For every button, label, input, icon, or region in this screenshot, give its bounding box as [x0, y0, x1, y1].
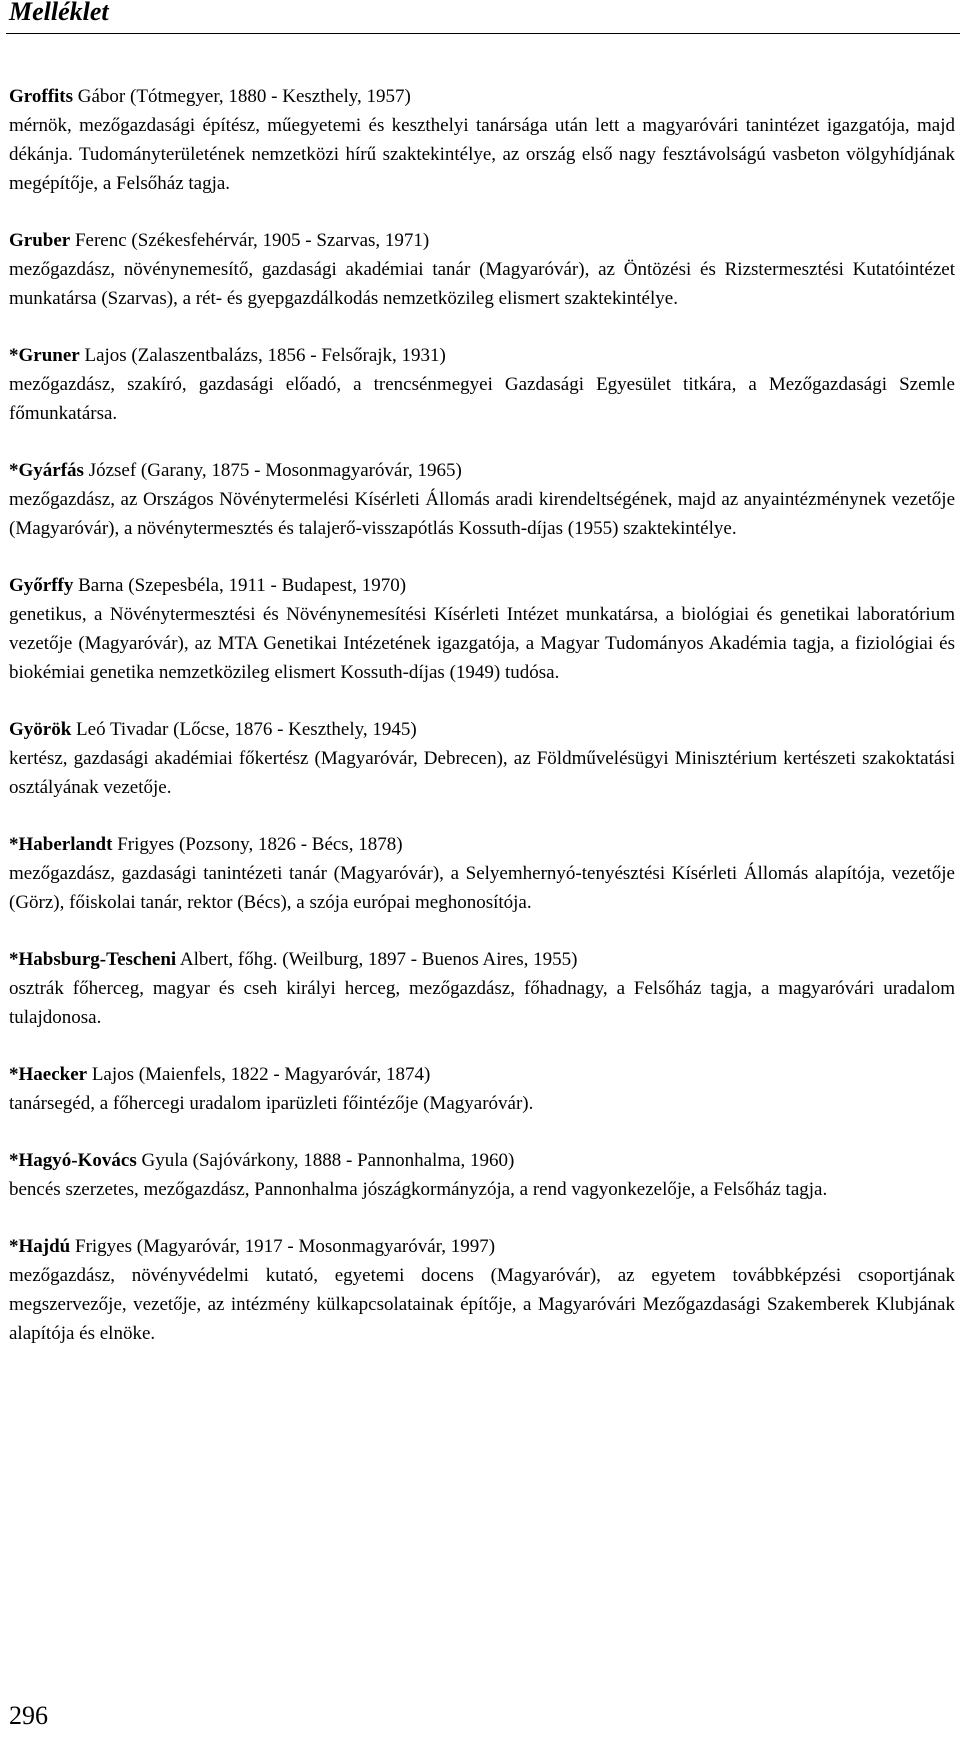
biography-entry	[9, 1060, 955, 1118]
entry-asterisk: *	[9, 1236, 19, 1257]
entry-surname: Haecker	[18, 1064, 88, 1085]
page-number: 296	[9, 1701, 48, 1730]
biography-entry	[9, 456, 955, 543]
entry-heading	[9, 456, 955, 485]
entry-description: mezőgazdász, szakíró, gazdasági előadó, a trencsénmegyei Gazdasági Egyesület titkára, a Mezőgazdasági Szemle főmunkatársa.	[9, 374, 955, 424]
entry-description: mezőgazdász, gazdasági tanintézeti tanár (Magyaróvár), a Selyemhernyó-tenyésztési Kísérleti Állomás alapítója, vezetője (Görz), főiskolai tanár, rektor (Bécs), a szója európai meghonosítója.	[9, 863, 955, 913]
biography-list	[9, 82, 955, 1376]
entry-heading	[9, 571, 955, 600]
biography-entry	[9, 226, 955, 313]
biography-entry	[9, 715, 955, 802]
entry-birth-death: Albert, főhg. (Weilburg, 1897 - Buenos Aires, 1955)	[176, 949, 578, 970]
entry-description: tanársegéd, a főhercegi uradalom iparüzleti főintézője (Magyaróvár).	[9, 1093, 534, 1114]
entry-birth-death: Frigyes (Pozsony, 1826 - Bécs, 1878)	[112, 834, 403, 855]
entry-birth-death: Gábor (Tótmegyer, 1880 - Keszthely, 1957)	[73, 86, 411, 107]
entry-description: mezőgazdász, az Országos Növénytermelési Kísérleti Állomás aradi kirendeltségének, majd az anyaintézménynek vezetője (Magyaróvár), a növénytermesztés és talajerő-visszapótlás Kossuth-díjas (1955) szaktekintélye.	[9, 489, 955, 539]
entry-heading	[9, 1146, 955, 1175]
entry-heading	[9, 341, 955, 370]
biography-entry	[9, 1146, 955, 1204]
entry-asterisk: *	[9, 949, 19, 970]
page-header	[0, 0, 960, 40]
biography-entry	[9, 945, 955, 1032]
entry-surname: Gruner	[18, 345, 80, 366]
entry-surname: Györök	[9, 719, 72, 740]
entry-description: mezőgazdász, növényvédelmi kutató, egyetemi docens (Magyaróvár), az egyetem továbbképzési csoportjának megszervezője, vezetője, az intézmény külkapcsolatainak építője, a Magyaróvári Mezőgazdasági Szakemberek Klubjának alapítója és elnöke.	[9, 1265, 955, 1344]
entry-asterisk: *	[9, 834, 19, 855]
entry-surname: Haberlandt	[18, 834, 113, 855]
entry-heading	[9, 226, 955, 255]
biography-entry	[9, 341, 955, 428]
biography-entry	[9, 82, 955, 198]
entry-heading	[9, 945, 955, 974]
entry-description: mezőgazdász, növénynemesítő, gazdasági akadémiai tanár (Magyaróvár), az Öntözési és Rizstermesztési Kutatóintézet munkatársa (Szarvas), a rét- és gyepgazdálkodás nemzetközileg elismert szaktekintélye.	[9, 259, 955, 309]
entry-description: osztrák főherceg, magyar és cseh királyi herceg, mezőgazdász, főhadnagy, a Felsőház tagja, a magyaróvári uradalom tulajdonosa.	[9, 978, 955, 1028]
entry-birth-death: Frigyes (Magyaróvár, 1917 - Mosonmagyaróvár, 1997)	[70, 1236, 496, 1257]
biography-entry	[9, 830, 955, 917]
entry-surname: Gruber	[9, 230, 71, 251]
entry-birth-death: Gyula (Sajóvárkony, 1888 - Pannonhalma, 1960)	[136, 1150, 515, 1171]
entry-birth-death: Lajos (Zalaszentbalázs, 1856 - Felsőrajk, 1931)	[79, 345, 446, 366]
entry-heading	[9, 1232, 955, 1261]
entry-surname: Habsburg-Tescheni	[18, 949, 177, 970]
entry-description: genetikus, a Növénytermesztési és Növénynemesítési Kísérleti Intézet munkatársa, a biológiai és genetikai laboratórium vezetője (Magyaróvár), az MTA Genetikai Intézetének igazgatója, a Magyar Tudományos Akadémia tagja, a fiziológiai és biokémiai genetika nemzetközileg elismert Kossuth-díjas (1949) tudósa.	[9, 604, 955, 683]
entry-birth-death: Ferenc (Székesfehérvár, 1905 - Szarvas, 1971)	[70, 230, 430, 251]
entry-surname: Gyárfás	[18, 460, 84, 481]
entry-surname: Groffits	[9, 86, 74, 107]
entry-description: kertész, gazdasági akadémiai főkertész (Magyaróvár, Debrecen), az Földművelésügyi Minisztérium kertészeti szakoktatási osztályának vezetője.	[9, 748, 955, 798]
entry-surname: Hagyó-Kovács	[18, 1150, 137, 1171]
biography-entry	[9, 571, 955, 687]
header-divider	[6, 33, 960, 34]
entry-birth-death: Barna (Szepesbéla, 1911 - Budapest, 1970)	[73, 575, 407, 596]
entry-birth-death: József (Garany, 1875 - Mosonmagyaróvár, 1965)	[83, 460, 462, 481]
entry-asterisk: *	[9, 345, 19, 366]
page-title: Melléklet	[9, 0, 109, 26]
entry-asterisk: *	[9, 1150, 19, 1171]
entry-description: bencés szerzetes, mezőgazdász, Pannonhalma jószágkormányzója, a rend vagyonkezelője, a Felsőház tagja.	[9, 1179, 828, 1200]
entry-surname: Hajdú	[18, 1236, 71, 1257]
entry-birth-death: Lajos (Maienfels, 1822 - Magyaróvár, 1874)	[87, 1064, 431, 1085]
entry-heading	[9, 830, 955, 859]
entry-description: mérnök, mezőgazdasági építész, műegyetemi és keszthelyi tanársága után lett a magyaróvári tanintézet igazgatója, majd dékánja. Tudományterületének nemzetközi hírű szaktekintélye, az ország első nagy fesztávolságú vasbeton völgyhídjának megépítője, a Felsőház tagja.	[9, 115, 955, 194]
entry-asterisk: *	[9, 460, 19, 481]
entry-birth-death: Leó Tivadar (Lőcse, 1876 - Keszthely, 1945)	[71, 719, 417, 740]
entry-heading	[9, 82, 955, 111]
entry-heading	[9, 715, 955, 744]
entry-surname: Győrffy	[9, 575, 74, 596]
entry-asterisk: *	[9, 1064, 19, 1085]
entry-heading	[9, 1060, 955, 1089]
biography-entry	[9, 1232, 955, 1348]
